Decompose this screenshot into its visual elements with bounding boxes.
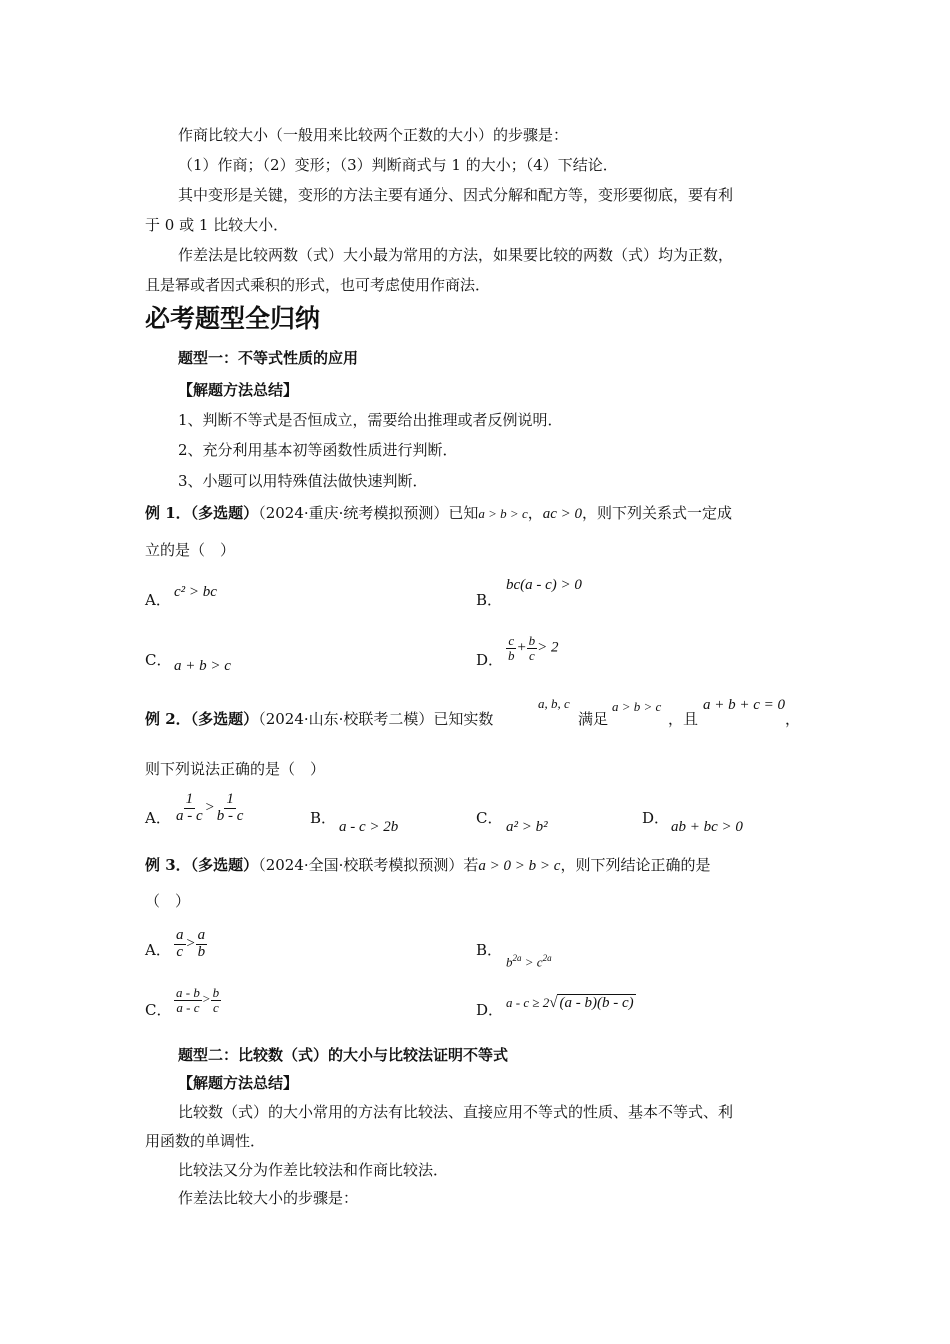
example-1-option-c-label[interactable]: C． [145, 651, 172, 669]
example-1-option-b[interactable]: bc(a - c) > 0 [506, 577, 582, 593]
type1-point-1: 1、判断不等式是否恒成立，需要给出推理或者反例说明． [178, 411, 563, 429]
example-3-math-1: a > 0 > b > c [478, 858, 561, 874]
example-2-option-c-label[interactable]: C． [476, 809, 503, 827]
example-3-line-2: （ ） [145, 892, 191, 910]
type1-title: 题型一：不等式性质的应用 [178, 349, 359, 367]
example-1-source: （2024·重庆·统考模拟预测）已知 [258, 504, 479, 522]
example-2-source: （2024·山东·校联考二模）已知实数 [258, 710, 494, 728]
example-2-mid: 满足 [578, 710, 609, 728]
example-1-label: 例 1． [145, 504, 191, 522]
example-1-option-d[interactable]: $\frac{c}{b}$ + $\frac{b}{c}$ > 2 [508, 633, 559, 663]
example-2-and: ，且 [668, 710, 699, 728]
example-2-option-a[interactable]: $\frac{1}{a - c}$ > $\frac{1}{b - c}$ [176, 791, 244, 824]
intro-line-4: 于 0 或 1 比较大小． [145, 216, 289, 234]
sqrt-symbol: √ [549, 995, 558, 1011]
intro-line-2: （1）作商；（2）变形；（3）判断商式与 1 的大小；（4）下结论． [178, 156, 618, 174]
example-2-tag: （多选题） [190, 710, 259, 728]
example-3-tag: （多选题） [190, 856, 259, 874]
type1-point-3: 3、小题可以用特殊值法做快速判断． [178, 472, 428, 490]
example-1-option-b-label[interactable]: B． [476, 591, 503, 609]
example-1-sep: ， [527, 504, 543, 522]
example-3-stem [145, 855, 710, 876]
type2-para-1a: 比较数（式）的大小常用的方法有比较法、直接应用不等式的性质、基本不等式、利 [178, 1103, 734, 1121]
example-3-option-d[interactable]: a - c ≥ 2√ (a - b)(b - c) [506, 995, 634, 1011]
example-3-tail: ，则下列结论正确的是 [560, 856, 711, 874]
type1-point-2: 2、充分利用基本初等函数性质进行判断． [178, 441, 458, 459]
example-3-option-b-label[interactable]: B． [476, 941, 503, 959]
section-heading: 必考题型全归纳 [145, 304, 321, 333]
example-3-option-c[interactable]: $\frac{a - b}{a - c}$ > $\frac{b}{c}$ [176, 985, 220, 1015]
example-2-option-c[interactable]: a² > b² [506, 819, 548, 835]
example-2-math-3: a + b + c = 0 [703, 697, 786, 713]
intro-line-1: 作商比较大小（一般用来比较两个正数的大小）的步骤是： [178, 126, 569, 144]
example-2-option-b-label[interactable]: B． [310, 809, 337, 827]
type2-title: 题型二：比较数（式）的大小与比较法证明不等式 [178, 1046, 509, 1064]
type2-summary: 【解题方法总结】 [178, 1074, 299, 1092]
type2-para-3: 作差法比较大小的步骤是： [178, 1189, 359, 1207]
example-1-stem [145, 503, 732, 524]
type2-para-2: 比较法又分为作差比较法和作商比较法． [178, 1161, 449, 1179]
example-2-line-2: 则下列说法正确的是（ ） [145, 760, 326, 778]
example-2-label: 例 2． [145, 710, 191, 728]
example-3-option-d-label[interactable]: D． [476, 1001, 504, 1019]
example-1-line-2: 立的是（ ） [145, 541, 236, 559]
example-1-option-c[interactable]: a + b > c [174, 658, 231, 674]
intro-line-5: 作差法是比较两数（式）大小最为常用的方法，如果要比较的两数（式）均为正数， [178, 246, 734, 264]
example-2-option-d[interactable]: ab + bc > 0 [671, 819, 743, 835]
example-2-math-1: a, b, c [538, 696, 570, 711]
example-3-option-a[interactable]: $\frac{a}{c}$ > $\frac{a}{b}$ [176, 927, 206, 960]
intro-line-3: 其中变形是关键，变形的方法主要有通分、因式分解和配方等，变形要彻底，要有利 [178, 186, 734, 204]
example-3-option-b[interactable]: $b^{2a} > c^{2a}$ [506, 953, 552, 970]
type2-para-1b: 用函数的单调性． [145, 1132, 266, 1150]
example-2-option-d-label[interactable]: D． [642, 809, 670, 827]
example-1-option-a[interactable]: c² > bc [174, 584, 217, 600]
example-1-math-2: ac > 0 [542, 506, 583, 522]
example-1-tag: （多选题） [190, 504, 259, 522]
example-2-end: ， [785, 710, 801, 728]
example-1-tail: ，则下列关系式一定成 [582, 504, 733, 522]
example-1-option-d-label[interactable]: D． [476, 651, 504, 669]
type1-summary: 【解题方法总结】 [178, 381, 299, 399]
example-2-option-a-label[interactable]: A． [145, 809, 171, 827]
example-3-label: 例 3． [145, 856, 191, 874]
example-1-option-a-label[interactable]: A． [145, 591, 171, 609]
example-3-option-a-label[interactable]: A． [145, 941, 171, 959]
example-2-option-b[interactable]: a - c > 2b [339, 819, 399, 835]
example-2-math-2: a > b > c [612, 699, 662, 714]
example-2-stem-start [145, 709, 493, 729]
example-3-option-c-label[interactable]: C． [145, 1001, 172, 1019]
intro-line-6: 且是幂或者因式乘积的形式，也可考虑使用作商法． [145, 276, 491, 294]
example-3-source: （2024·全国·校联考模拟预测）若 [258, 856, 479, 874]
example-1-math-1: a > b > c [478, 506, 528, 521]
